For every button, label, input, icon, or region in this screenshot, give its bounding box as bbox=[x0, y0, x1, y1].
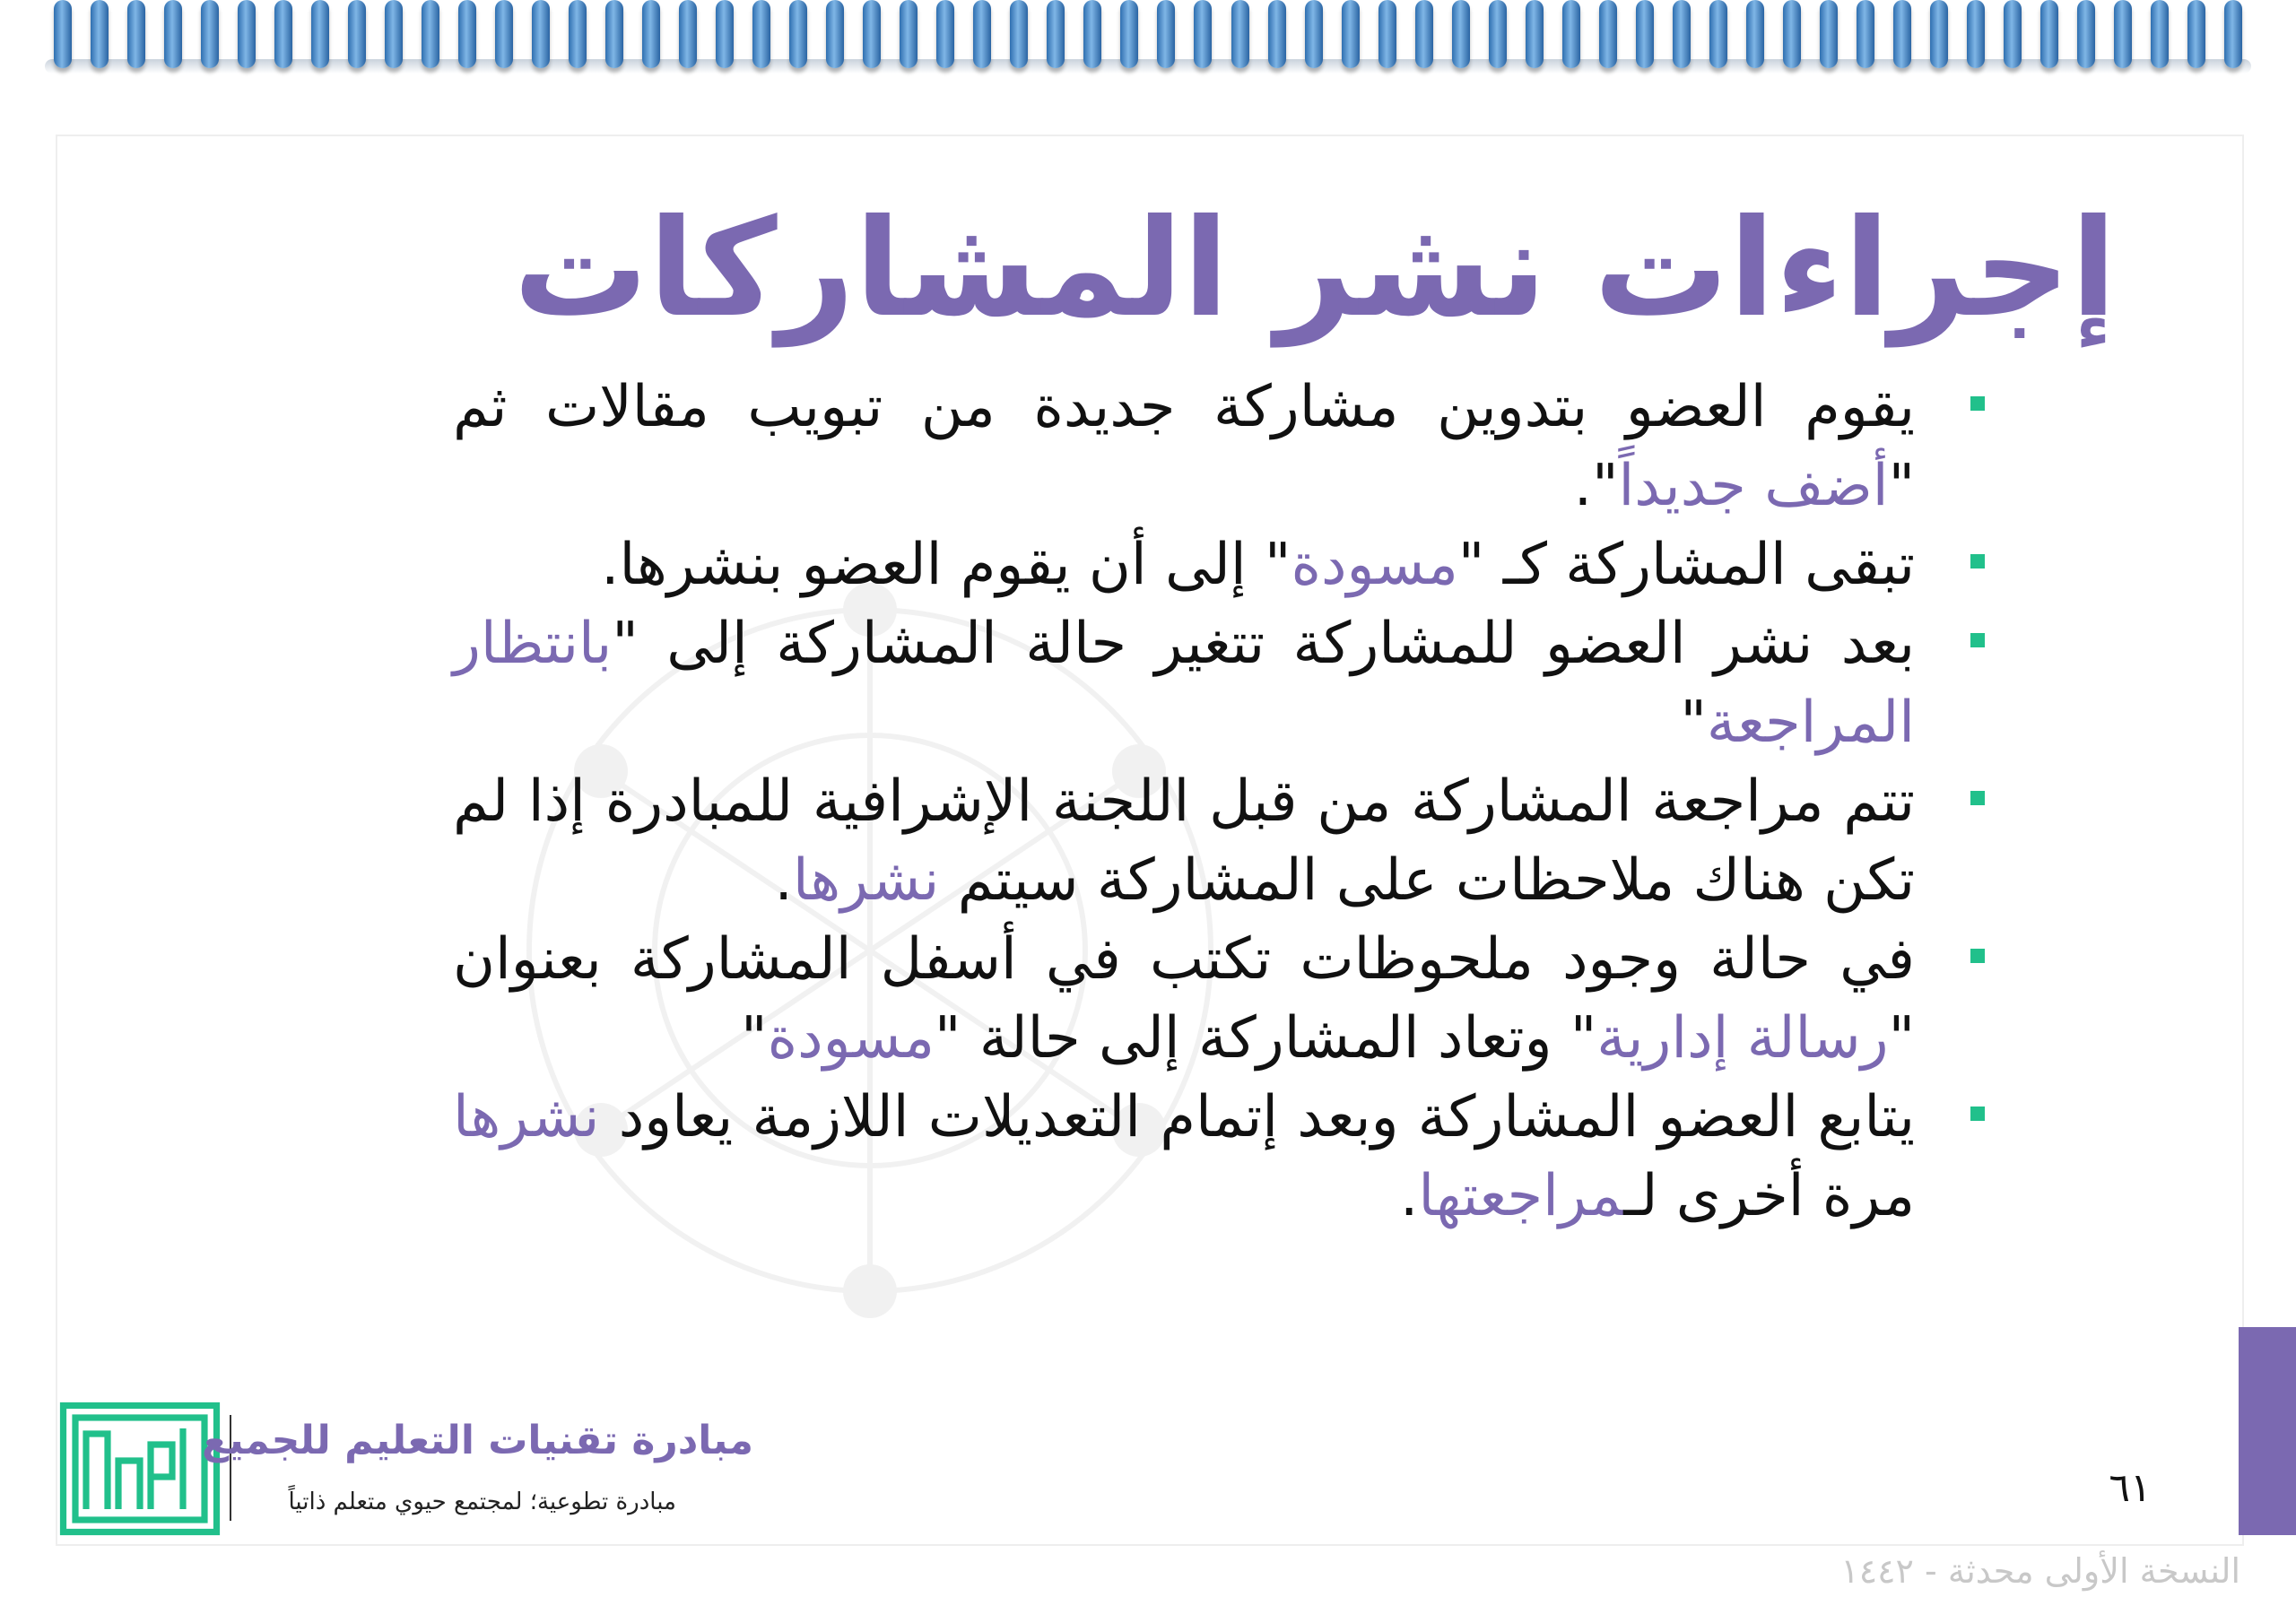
binder-ring-icon bbox=[1857, 0, 1874, 68]
binder-ring-icon bbox=[127, 0, 145, 68]
org-name: مبادرة تقنيات التعليم للجميع bbox=[202, 1418, 753, 1463]
org-tagline: مبادرة تطوعية؛ لمجتمع حيوي متعلم ذاتياً bbox=[288, 1488, 676, 1515]
bullet-square-icon bbox=[1970, 396, 1985, 411]
binder-ring-icon bbox=[1820, 0, 1838, 68]
binder-ring-icon bbox=[54, 0, 72, 68]
binder-ring-icon bbox=[1893, 0, 1911, 68]
binder-ring-icon bbox=[1930, 0, 1948, 68]
page-title: إجراءات نشر المشاركات bbox=[513, 191, 2117, 347]
list-item: يقوم العضو بتدوين مشاركة جديدة من تبويب مقالات ثم "أضف جديداً". bbox=[453, 368, 1915, 525]
binder-ring-icon bbox=[1415, 0, 1433, 68]
binder-ring-icon bbox=[752, 0, 770, 68]
side-tab bbox=[2239, 1327, 2296, 1535]
edition-label: النسخة الأولى محدثة - ١٤٤٢ bbox=[1840, 1551, 2240, 1591]
binder-ring-icon bbox=[1010, 0, 1028, 68]
binder-ring-icon bbox=[1452, 0, 1470, 68]
binder-ring-icon bbox=[1489, 0, 1507, 68]
binder-ring-icon bbox=[1120, 0, 1138, 68]
binder-ring-icon bbox=[2224, 0, 2242, 68]
binder-ring-icon bbox=[1342, 0, 1360, 68]
binder-ring-icon bbox=[1194, 0, 1212, 68]
binder-ring-icon bbox=[2151, 0, 2169, 68]
list-item: بعد نشر العضو للمشاركة تتغير حالة المشاركة إلى "بانتظار المراجعة" bbox=[453, 604, 1915, 762]
binder-ring-icon bbox=[1636, 0, 1654, 68]
binder-ring-icon bbox=[1562, 0, 1580, 68]
binder-rings bbox=[54, 0, 2242, 74]
binder-ring-icon bbox=[826, 0, 844, 68]
binder-ring-icon bbox=[201, 0, 219, 68]
binder-ring-icon bbox=[2114, 0, 2132, 68]
bullet-square-icon bbox=[1970, 633, 1985, 647]
binder-ring-icon bbox=[1967, 0, 1985, 68]
binder-ring-icon bbox=[311, 0, 329, 68]
bullet-square-icon bbox=[1970, 1107, 1985, 1121]
binder-ring-icon bbox=[973, 0, 991, 68]
page-number: ٦١ bbox=[2109, 1465, 2152, 1511]
list-item: تتم مراجعة المشاركة من قبل اللجنة الإشرافية للمبادرة إذا لم تكن هناك ملاحظات على المشاركة سيتم نشرها. bbox=[453, 762, 1915, 920]
binder-ring-icon bbox=[91, 0, 109, 68]
binder-ring-icon bbox=[716, 0, 734, 68]
binder-ring-icon bbox=[863, 0, 881, 68]
binder-ring-icon bbox=[164, 0, 182, 68]
binder-ring-icon bbox=[2004, 0, 2022, 68]
binder-ring-icon bbox=[348, 0, 366, 68]
binder-ring-icon bbox=[1378, 0, 1396, 68]
binder-ring-icon bbox=[2187, 0, 2205, 68]
binder-ring-icon bbox=[1783, 0, 1801, 68]
binder-ring-icon bbox=[532, 0, 550, 68]
binder-ring-icon bbox=[1526, 0, 1544, 68]
binder-ring-icon bbox=[1709, 0, 1727, 68]
binder-ring-icon bbox=[1083, 0, 1101, 68]
binder-ring-icon bbox=[274, 0, 292, 68]
binder-ring-icon bbox=[605, 0, 623, 68]
initiative-logo-icon bbox=[59, 1402, 221, 1536]
binder-ring-icon bbox=[1157, 0, 1175, 68]
binder-ring-icon bbox=[1231, 0, 1249, 68]
binder-ring-icon bbox=[1599, 0, 1617, 68]
binder-ring-icon bbox=[789, 0, 807, 68]
binder-ring-icon bbox=[1673, 0, 1691, 68]
binder-ring-icon bbox=[936, 0, 954, 68]
binder-ring-icon bbox=[642, 0, 660, 68]
binder-ring-icon bbox=[495, 0, 513, 68]
binder-ring-icon bbox=[422, 0, 439, 68]
bullet-square-icon bbox=[1970, 949, 1985, 963]
binder-ring-icon bbox=[1305, 0, 1323, 68]
list-item: يتابع العضو المشاركة وبعد إتمام التعديلات اللازمة يعاود نشرها مرة أخرى لـمراجعتها. bbox=[453, 1078, 1915, 1236]
binder-ring-icon bbox=[1746, 0, 1764, 68]
binder-ring-icon bbox=[2077, 0, 2095, 68]
list-item: تبقى المشاركة كـ "مسودة" إلى أن يقوم العضو بنشرها. bbox=[453, 525, 1915, 604]
bullet-list bbox=[453, 368, 1915, 1236]
bullet-square-icon bbox=[1970, 791, 1985, 805]
binder-ring-icon bbox=[2040, 0, 2058, 68]
binder-ring-icon bbox=[679, 0, 697, 68]
binder-ring-icon bbox=[458, 0, 476, 68]
list-item: في حالة وجود ملحوظات تكتب في أسفل المشاركة بعنوان "رسالة إدارية" وتعاد المشاركة إلى حالة "مسودة" bbox=[453, 920, 1915, 1078]
binder-ring-icon bbox=[900, 0, 918, 68]
bullet-square-icon bbox=[1970, 554, 1985, 568]
binder-ring-icon bbox=[385, 0, 403, 68]
binder-ring-icon bbox=[1268, 0, 1286, 68]
binder-ring-icon bbox=[569, 0, 587, 68]
binder-ring-icon bbox=[238, 0, 256, 68]
binder-ring-icon bbox=[1047, 0, 1065, 68]
